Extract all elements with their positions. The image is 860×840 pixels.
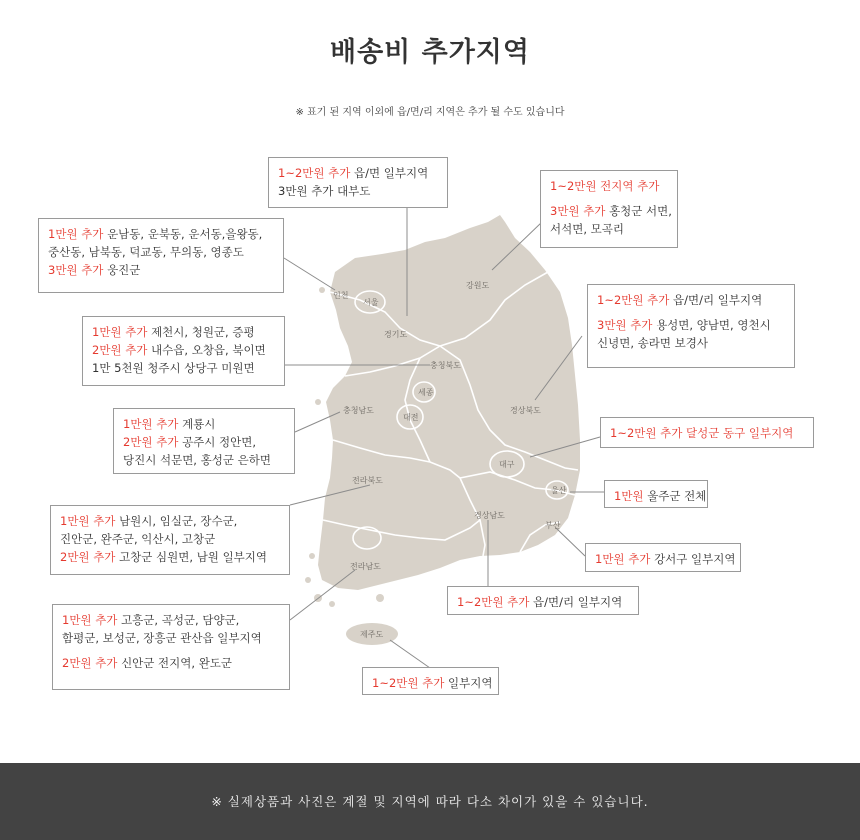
- region-label-chungbuk: 충청북도: [430, 361, 461, 370]
- region-label-jeju: 제주도: [360, 630, 384, 639]
- region-label-gangwon: 강원도: [466, 281, 490, 290]
- island-shape: [305, 577, 311, 583]
- island-shape: [329, 601, 335, 607]
- page-title: 배송비 추가지역: [330, 37, 530, 68]
- notice-text: ※ 표기 된 지역 이외에 읍/면/리 지역은 추가 될 수도 있습니다: [295, 107, 565, 118]
- leader-line: [284, 258, 335, 290]
- busan-fee-box: 1만원 추가 강서구 일부지역: [585, 543, 741, 572]
- footer-disclaimer: ※ 실제상품과 사진은 계절 및 지역에 따라 다소 차이가 있을 수 있습니다.: [0, 763, 860, 840]
- region-label-incheon: 인천: [333, 291, 349, 300]
- region-label-daegu: 대구: [499, 460, 515, 469]
- island-shape: [315, 399, 321, 405]
- island-shape: [319, 287, 325, 293]
- island-shape: [376, 594, 384, 602]
- region-label-daejeon: 대전: [403, 413, 419, 422]
- leader-line: [390, 640, 430, 668]
- region-label-jeonbuk: 전라북도: [352, 476, 383, 485]
- region-label-busan: 부산: [545, 521, 561, 530]
- jeonbuk-fee-box: 1만원 추가 남원시, 임실군, 장수군, 진안군, 완주군, 익산시, 고창군 2만원 추가 고창군 심원면, 남원 일부지역: [50, 505, 290, 575]
- region-label-seoul: 서울: [363, 298, 379, 307]
- daegu-fee-box: 1~2만원 추가 달성군 동구 일부지역: [600, 417, 814, 448]
- ulsan-fee-box: 1만원 울주군 전체: [604, 480, 708, 508]
- island-shape: [309, 553, 315, 559]
- region-label-sejong: 세종: [418, 388, 434, 397]
- region-label-ulsan: 울산: [551, 486, 567, 495]
- jeju-fee-box: 1~2만원 추가 일부지역: [362, 667, 499, 695]
- incheon-fee-box: 1만원 추가 운남동, 운북동, 운서동,을왕동, 중산동, 남북동, 덕교동, 무의동, 영종도 3만원 추가 웅진군: [38, 218, 284, 293]
- region-label-jeonnam: 전라남도: [350, 562, 381, 571]
- gyeonggi-fee-box: 1~2만원 추가 읍/면 일부지역 3만원 추가 대부도: [268, 157, 448, 208]
- gyeongnam-fee-box: 1~2만원 추가 읍/면/리 일부지역: [447, 586, 639, 615]
- region-label-gyeongnam: 경상남도: [474, 511, 505, 520]
- region-label-gyeonggi: 경기도: [384, 330, 408, 339]
- chungnam-fee-box: 1만원 추가 계룡시 2만원 추가 공주시 정안면, 당진시 석문면, 홍성군 은하면: [113, 408, 295, 474]
- jeonnam-fee-box: 1만원 추가 고흥군, 곡성군, 담양군, 함평군, 보성군, 장흥군 관산읍 일부지역 2만원 추가 신안군 전지역, 완도군: [52, 604, 290, 690]
- region-label-chungnam: 충청남도: [343, 406, 374, 415]
- leader-line: [556, 528, 585, 556]
- region-label-gyeongbuk: 경상북도: [510, 406, 541, 415]
- mainland-shape: [318, 215, 580, 590]
- gyeongbuk-fee-box: 1~2만원 추가 읍/면/리 일부지역 3만원 추가 용성면, 양남면, 영천시 신녕면, 송라면 보경사: [587, 284, 795, 368]
- gangwon-fee-box: 1~2만원 전지역 추가 3만원 추가 홍청군 서면, 서석면, 모곡리: [540, 170, 678, 248]
- chungbuk-fee-box: 1만원 추가 제천시, 청원군, 증평 2만원 추가 내수읍, 오창읍, 북이면 1만 5천원 청주시 상당구 미원면: [82, 316, 285, 386]
